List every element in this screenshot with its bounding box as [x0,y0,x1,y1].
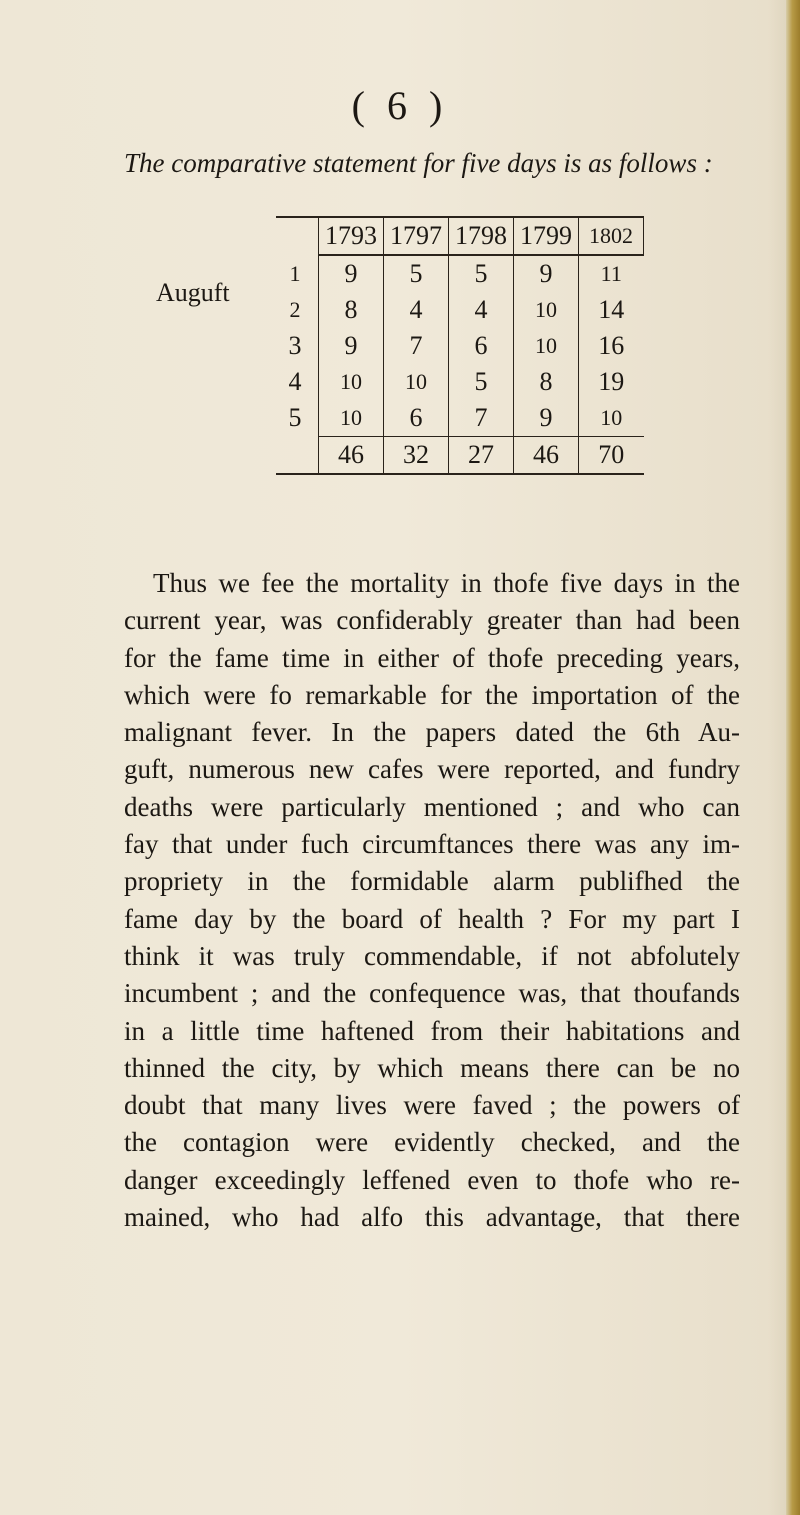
day-number: 3 [288,331,302,360]
table-cell: 6 [449,328,514,364]
table-cell: 9 [319,328,384,364]
total-cell: 46 [319,437,384,475]
year-header-row [276,217,644,255]
table-cell: 9 [514,400,579,437]
day-number: 2 [289,297,301,322]
table-cell: 5 [384,255,449,292]
table-row [276,292,644,328]
day-number: 4 [288,367,302,396]
page-edge [786,0,800,1515]
paragraph-line: Thus we fee the mortality in thofe five days in the [153,568,740,598]
total-cell: 46 [514,437,579,475]
page-heading: The comparative statement for five days is as follows : [124,148,713,178]
table-cell: 10 [319,400,384,437]
paragraph-line: danger exceedingly leffened even to thofe who re- [124,1164,740,1195]
table-cell: 9 [514,255,579,292]
table-cell: 9 [319,255,384,292]
table-row [276,328,644,364]
month-label: Auguft [156,278,230,307]
table-cell: 7 [384,328,449,364]
table-cell: 10 [319,364,384,400]
total-cell: 27 [449,437,514,475]
paragraph-line: doubt that many lives were faved ; the powers of [124,1090,740,1121]
paragraph-line: deaths were particularly mentioned ; and who can [124,791,740,822]
paragraph-line: thinned the city, by which means there can be no [124,1052,740,1083]
paragraph-line: for the fame time in either of thofe preceding years, [124,642,740,673]
table-cell: 10 [514,328,579,364]
paragraph-line: fay that under fuch circumftances there was any im- [124,829,740,860]
table-row [276,255,644,292]
totals-blank-cell [276,437,319,475]
paragraph-line: in a little time haftened from their habitations and [124,1015,740,1046]
table-cell: 4 [449,292,514,328]
body-paragraph [124,565,740,1236]
totals-row [276,437,644,475]
table-row [276,400,644,437]
table-cell: 14 [579,292,644,328]
table-cell: 10 [514,292,579,328]
table-cell: 10 [384,364,449,400]
table-cell: 5 [449,364,514,400]
day-number: 5 [288,403,302,433]
paragraph-line: incumbent ; and the confequence was, that thoufands [124,978,740,1009]
paragraph-line: fame day by the board of health ? For my part I [124,903,740,934]
mortality-table [276,216,644,475]
paragraph-line: malignant fever. In the papers dated the 6th Au- [124,717,740,748]
table-cell: 6 [384,400,449,437]
paragraph-line: propriety in the formidable alarm publifhed the [124,866,740,897]
year-header: 1802 [579,217,644,255]
total-cell: 70 [579,437,644,475]
paragraph-line: mained, who had alfo this advantage, that there [124,1202,740,1233]
paragraph-line: current year, was confiderably greater than had been [124,605,740,636]
year-header: 1799 [514,217,579,255]
paragraph-line: guft, numerous new cafes were reported, and fundry [124,754,740,785]
table-cell: 8 [319,292,384,328]
year-header: 1798 [449,217,514,255]
header-blank-cell [276,217,319,255]
table-cell: 4 [384,292,449,328]
table-cell: 5 [449,255,514,292]
paragraph-line: think it was truly commendable, if not abfolutely [124,940,740,971]
total-cell: 32 [384,437,449,475]
table-cell: 7 [449,400,514,437]
paragraph-line: which were fo remarkable for the importation of the [124,679,740,710]
table-row [276,364,644,400]
paragraph-line: the contagion were evidently checked, and the [124,1127,740,1158]
year-header: 1793 [319,217,384,255]
page-number: ( 6 ) [351,83,449,128]
table-cell: 10 [579,400,644,437]
table-cell: 16 [579,328,644,364]
table-cell: 11 [579,255,644,292]
table-cell: 8 [514,364,579,400]
day-number: 1 [289,260,301,286]
table-cell: 19 [579,364,644,400]
year-header: 1797 [384,217,449,255]
